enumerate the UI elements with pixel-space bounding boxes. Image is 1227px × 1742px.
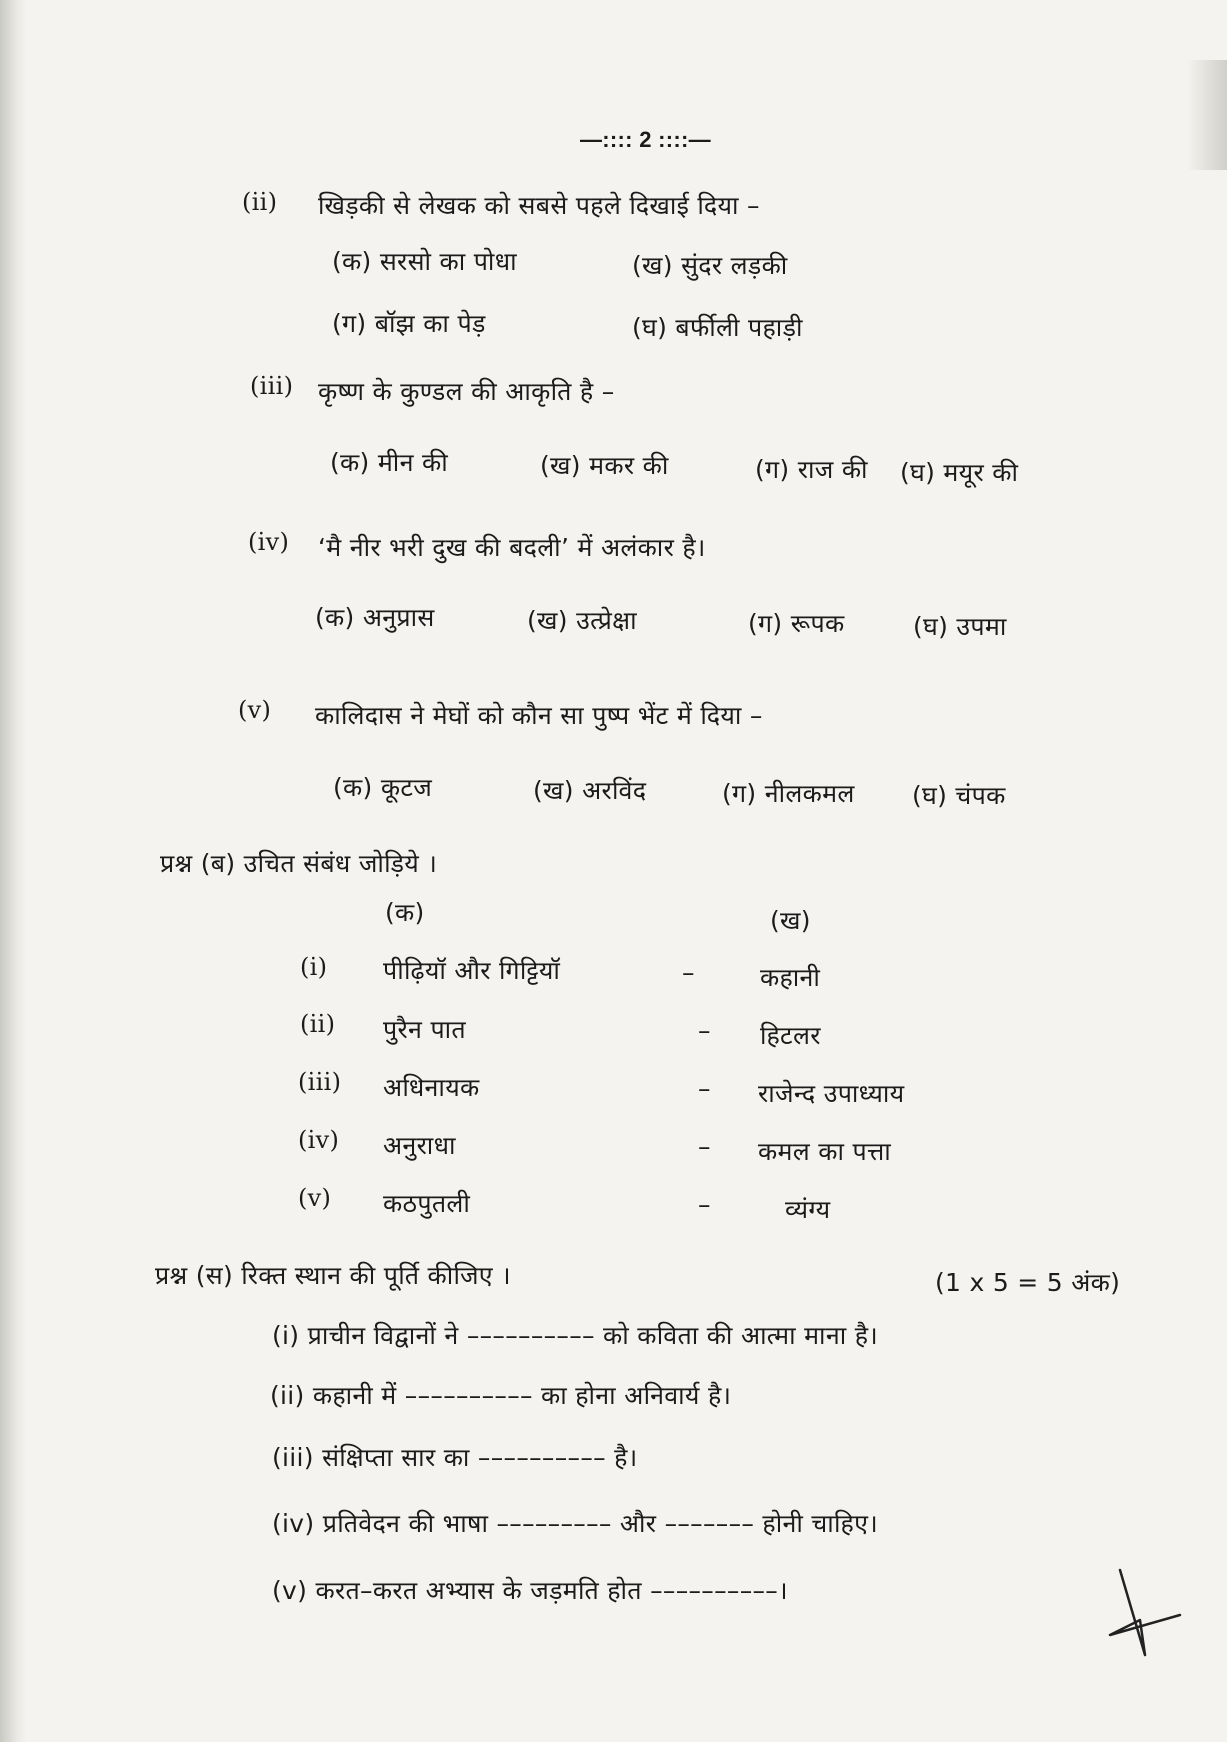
match-right: राजेन्द उपाध्याय bbox=[758, 1079, 905, 1108]
match-dash: – bbox=[698, 1190, 711, 1219]
signature-mark bbox=[1100, 1560, 1190, 1680]
option-b: (ख) अरविंद bbox=[533, 776, 647, 805]
match-row-number: (ii) bbox=[300, 1010, 336, 1038]
marks-label: (1 x 5 = 5 अंक) bbox=[935, 1268, 1121, 1297]
match-right: कमल का पत्ता bbox=[758, 1137, 892, 1166]
option-c: (ग) राज की bbox=[755, 455, 868, 484]
option-a: (क) अनुप्रास bbox=[315, 603, 435, 632]
match-row-number: (v) bbox=[298, 1184, 332, 1212]
page-number: —:::: 2 ::::— bbox=[580, 127, 711, 152]
match-row-number: (i) bbox=[300, 953, 328, 981]
option-a: (क) सरसो का पोधा bbox=[332, 247, 517, 276]
option-b: (ख) उत्प्रेक्षा bbox=[527, 606, 637, 635]
match-row-number: (iii) bbox=[298, 1068, 342, 1096]
match-left: पीढ़ियॉ और गिट्टियॉ bbox=[383, 956, 561, 985]
question-number: (iii) bbox=[250, 372, 294, 400]
option-c: (ग) बॉझ का पेड़ bbox=[332, 309, 486, 338]
option-b: (ख) मकर की bbox=[540, 451, 669, 480]
option-b: (ख) सुंदर लड़की bbox=[632, 251, 788, 280]
match-right: कहानी bbox=[760, 963, 821, 992]
fill-item: (ii) कहानी में –––––––––– का होना अनिवार्य है। bbox=[270, 1381, 732, 1410]
fill-item: (iii) संक्षिप्ता सार का –––––––––– है। bbox=[272, 1443, 638, 1472]
fill-item: (iv) प्रतिवेदन की भाषा ––––––––– और ––––––– होनी चाहिए। bbox=[272, 1509, 878, 1538]
option-d: (घ) चंपक bbox=[912, 781, 1006, 810]
paper-edge-shadow bbox=[0, 0, 26, 1742]
column-a-heading: (क) bbox=[385, 898, 425, 927]
question-text: कृष्ण के कुण्डल की आकृति है – bbox=[318, 377, 615, 406]
option-d: (घ) उपमा bbox=[913, 612, 1007, 641]
question-text: खिड़की से लेखक को सबसे पहले दिखाई दिया – bbox=[318, 191, 760, 220]
option-a: (क) कूटज bbox=[333, 773, 433, 802]
match-left: पुरैन पात bbox=[383, 1015, 466, 1044]
match-dash: – bbox=[698, 1016, 711, 1045]
match-right: व्यंग्य bbox=[785, 1195, 831, 1224]
match-dash: – bbox=[698, 1132, 711, 1161]
question-number: (v) bbox=[238, 696, 272, 724]
option-c: (ग) नीलकमल bbox=[722, 779, 855, 808]
match-dash: – bbox=[682, 958, 695, 987]
paper-fold bbox=[1187, 60, 1227, 170]
question-text: ‘मै नीर भरी दुख की बदली’ में अलंकार है। bbox=[318, 533, 706, 562]
match-row-number: (iv) bbox=[298, 1126, 340, 1154]
option-c: (ग) रूपक bbox=[748, 609, 845, 638]
column-b-heading: (ख) bbox=[770, 906, 811, 935]
question-number: (iv) bbox=[248, 528, 290, 556]
match-right: हिटलर bbox=[760, 1021, 821, 1050]
match-dash: – bbox=[698, 1074, 711, 1103]
match-title: प्रश्न (ब) उचित संबंध जोड़िये । bbox=[160, 849, 438, 878]
fill-item: (v) करत–करत अभ्यास के जड़मति होत ––––––––––। bbox=[272, 1576, 788, 1605]
option-a: (क) मीन की bbox=[330, 448, 448, 477]
fill-title: प्रश्न (स) रिक्त स्थान की पूर्ति कीजिए । bbox=[155, 1261, 511, 1290]
match-left: अनुराधा bbox=[383, 1131, 456, 1160]
option-d: (घ) बर्फीली पहाड़ी bbox=[632, 313, 803, 342]
fill-item: (i) प्राचीन विद्वानों ने –––––––––– को कविता की आत्मा माना है। bbox=[272, 1321, 879, 1350]
match-left: कठपुतली bbox=[383, 1189, 471, 1218]
question-text: कालिदास ने मेघों को कौन सा पुष्प भेंट में दिया – bbox=[315, 701, 763, 730]
option-d: (घ) मयूर की bbox=[900, 458, 1019, 487]
question-number: (ii) bbox=[242, 188, 278, 216]
match-left: अधिनायक bbox=[383, 1073, 480, 1102]
